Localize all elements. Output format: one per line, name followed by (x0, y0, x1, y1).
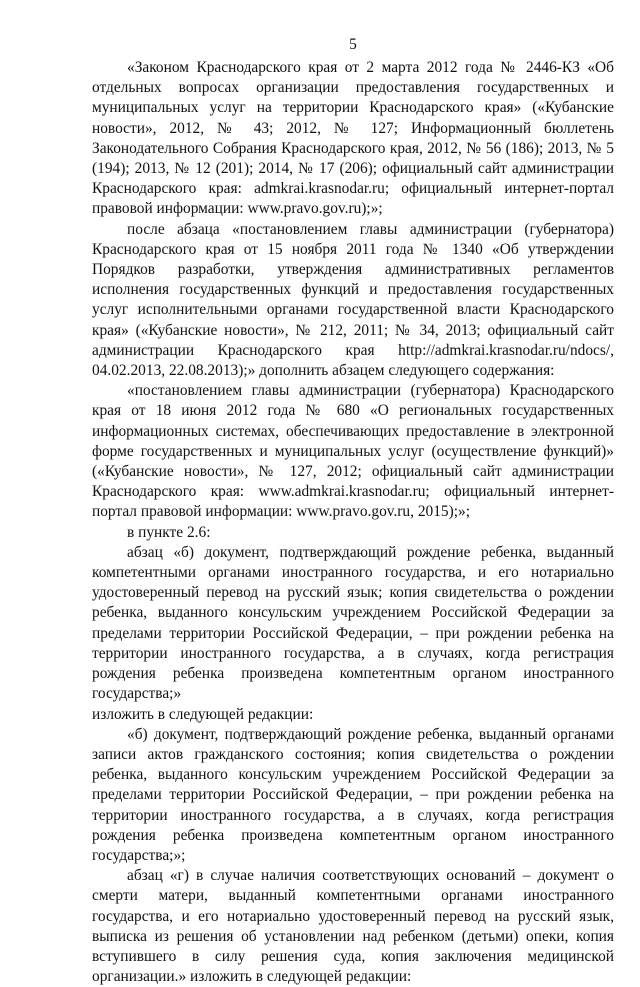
paragraph-old-g: абзац «г) в случае наличия соответствующих оснований – документ о смерти матери, выданный компетентными органами иностранного государства, и его нотариально удостоверенный перевод на русский язык, выписка из решения об установлении над ребенком (детьми) опеки, копия вступившего в силу решения суда, копия заключения медицинской организации.» изложить в следующей редакции: (92, 867, 614, 986)
paragraph-restate-note: изложить в следующей редакции: (92, 705, 314, 723)
page-number: 5 (349, 36, 357, 53)
paragraph-insert-after: после абзаца «постановлением главы администрации (губернатора) Краснодарского края от 15 ноября 2011 года № 1340 «Об утверждении Порядков разработки, утверждения административных регламентов исполнения государственных функций и предоставления государственных услуг исполнительными органами государственной власти Краснодарского края» («Кубанские новости», № 212, 2011; № 34, 2013; официальный сайт администрации Краснодарского края http://admkrai.krasnodar.ru/ndocs/, 04.02.2013, 22.08.2013);» дополнить абзацем следующего содержания: (92, 220, 614, 380)
paragraph-new-b: «б) документ, подтверждающий рождение ребенка, выданный органами записи актов гражданского состояния; копия свидетельства о рождении ребенка, выданного консульским учреждением Российской Федерации за пределами территории Российской Федерации, – при рождении ребенка на территории иностранного государства, а в случаях, когда регистрация рождения ребенка произведена компетентным органом иностранного государства;»; (92, 725, 614, 864)
paragraph-law-reference: «Законом Краснодарского края от 2 марта 2012 года № 2446-КЗ «Об отдельных вопросах организации предоставления государственных и муниципальных услуг на территории Краснодарского края» («Кубанские новости», 2012, № 43; 2012, № 127; Информационный бюллетень Законодательного Собрания Краснодарского края, 2012, № 56 (186); 2013, № 5 (194); 2013, № 12 (201); 2014, № 17 (206); официальный сайт администрации Краснодарского края: admkrai.krasnodar.ru; официальный интернет-портал правовой информации: www.pravo.gov.ru);»; (92, 59, 614, 218)
paragraph-clause-2-6: в пункте 2.6: (127, 523, 211, 541)
paragraph-new-resolution: «постановлением главы администрации (губернатора) Краснодарского края от 18 июня 2012 года № 680 «О региональных государственных информационных системах, обеспечивающих предоставление в электронной форме государственных и муниципальных услуг (осуществление функций)» («Кубанские новости», № 127, 2012; официальный сайт администрации Краснодарского края: www.admkrai.krasnodar.ru; официальный интернет-портал правовой информации: www.pravo.gov.ru, 2015);»; (92, 382, 614, 521)
paragraph-old-b: абзац «б) документ, подтверждающий рождение ребенка, выданный компетентными органами иностранного государства, и его нотариально удостоверенный перевод на русский язык; копия свидетельства о рождении ребенка, выданного консульским учреждением Российской Федерации за пределами территории Российской Федерации, – при рождении ребенка на территории иностранного государства, а в случаях, когда регистрация рождения ребенка произведена компетентным органом иностранного государства;» (92, 543, 614, 703)
